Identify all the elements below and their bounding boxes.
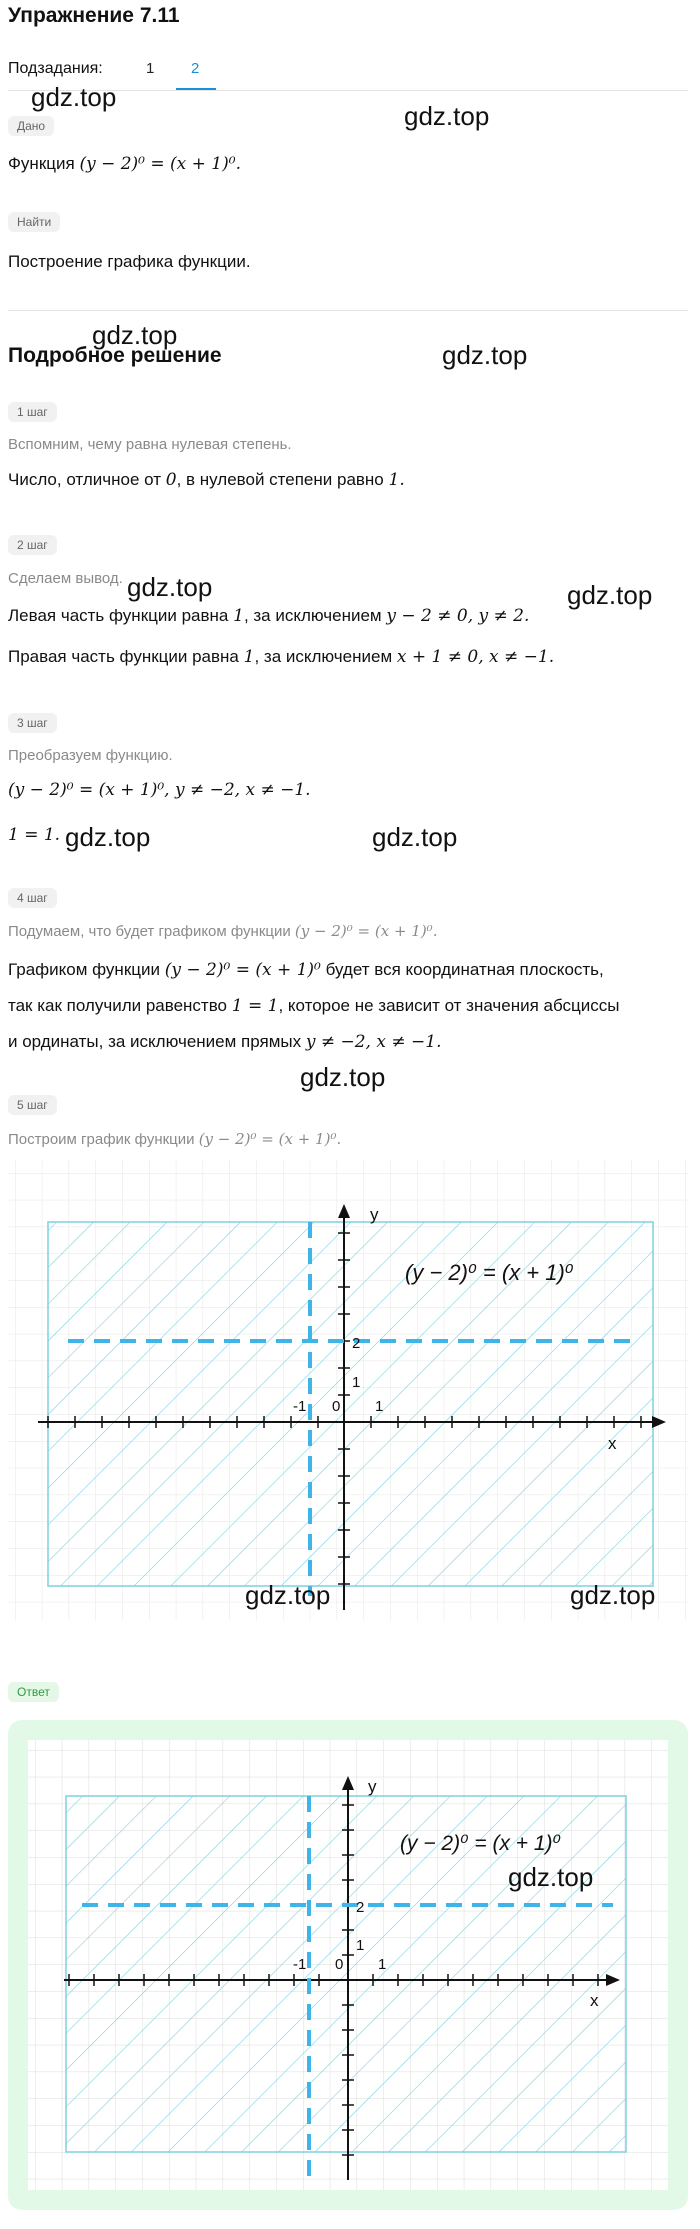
step1-chip: 1 шаг <box>8 402 57 422</box>
y-axis-label: y <box>370 1205 379 1224</box>
tick-label-x1: 1 <box>375 1398 384 1415</box>
tab-subtask-1[interactable]: 1 <box>146 60 155 77</box>
step4-line2: так как получили равенство 1 = 1, которое не зависит от значения абсциссы <box>8 996 620 1016</box>
watermark: gdz.top <box>508 1862 594 1892</box>
step2-chip: 2 шаг <box>8 535 57 555</box>
solution-graph <box>8 1160 688 1620</box>
watermark: gdz.top <box>442 340 528 370</box>
step4-line3: и ординаты, за исключением прямых y ≠ −2, x ≠ −1. <box>8 1032 442 1052</box>
step3-equation: (y − 2)⁰ = (x + 1)⁰, y ≠ −2, x ≠ −1. <box>8 780 311 800</box>
tick-label-origin: 0 <box>332 1398 341 1415</box>
page-title: Упражнение 7.11 <box>8 4 180 27</box>
step5-chip: 5 шаг <box>8 1095 57 1115</box>
find-text: Построение графика функции. <box>8 252 251 271</box>
watermark: gdz.top <box>404 101 490 131</box>
tick-label-y1: 1 <box>356 1937 365 1954</box>
watermark: gdz.top <box>245 1580 331 1610</box>
subtasks-label: Подзадания: <box>8 60 103 77</box>
divider <box>8 310 688 311</box>
step1-text: Число, отличное от 0, в нулевой степени равно 1. <box>8 470 405 490</box>
watermark: gdz.top <box>372 822 458 852</box>
x-axis-label: x <box>590 1991 599 2010</box>
x-axis-label: x <box>608 1434 617 1453</box>
step4-hint: Подумаем, что будет графиком функции (y − 2)⁰ = (x + 1)⁰. <box>8 922 438 940</box>
y-axis-label: y <box>368 1777 377 1796</box>
step4-line1: Графиком функции (y − 2)⁰ = (x + 1)⁰ будет вся координатная плоскость, <box>8 960 604 980</box>
given-chip: Дано <box>8 116 54 136</box>
step5-hint: Построим график функции (y − 2)⁰ = (x + 1)⁰. <box>8 1130 342 1148</box>
watermark: gdz.top <box>92 320 178 350</box>
watermark: gdz.top <box>567 580 653 610</box>
watermark: gdz.top <box>65 822 151 852</box>
step4-chip: 4 шаг <box>8 888 57 908</box>
step3-equation-2: 1 = 1. <box>8 825 61 845</box>
tab-subtask-2[interactable]: 2 <box>191 60 200 77</box>
watermark: gdz.top <box>127 572 213 602</box>
answer-chip: Ответ <box>8 1682 59 1702</box>
step2-left: Левая часть функции равна 1, за исключением y − 2 ≠ 0, y ≠ 2. <box>8 606 530 626</box>
find-chip: Найти <box>8 212 60 232</box>
step2-right: Правая часть функции равна 1, за исключением x + 1 ≠ 0, x ≠ −1. <box>8 647 555 667</box>
watermark: gdz.top <box>300 1062 386 1092</box>
tick-label-y1: 1 <box>352 1374 361 1391</box>
solution-title: Подробное решение <box>8 344 222 367</box>
graph-formula: (y − 2)⁰ = (x + 1)⁰ <box>400 1832 561 1855</box>
watermark: gdz.top <box>31 82 117 112</box>
step3-chip: 3 шаг <box>8 713 57 733</box>
tick-label-xm1: -1 <box>293 1956 307 1973</box>
tick-label-y2: 2 <box>356 1899 365 1916</box>
tick-label-y2: 2 <box>352 1335 361 1352</box>
step1-hint: Вспомним, чему равна нулевая степень. <box>8 436 292 453</box>
tick-label-origin: 0 <box>335 1956 344 1973</box>
answer-graph <box>28 1740 668 2190</box>
step3-hint: Преобразуем функцию. <box>8 747 173 764</box>
watermark: gdz.top <box>570 1580 656 1610</box>
tick-label-xm1: -1 <box>293 1398 307 1415</box>
given-text: Функция (y − 2)⁰ = (x + 1)⁰. <box>8 154 241 174</box>
tick-label-x1: 1 <box>378 1956 387 1973</box>
step2-hint: Сделаем вывод. <box>8 570 123 587</box>
graph-formula: (y − 2)⁰ = (x + 1)⁰ <box>405 1260 574 1285</box>
